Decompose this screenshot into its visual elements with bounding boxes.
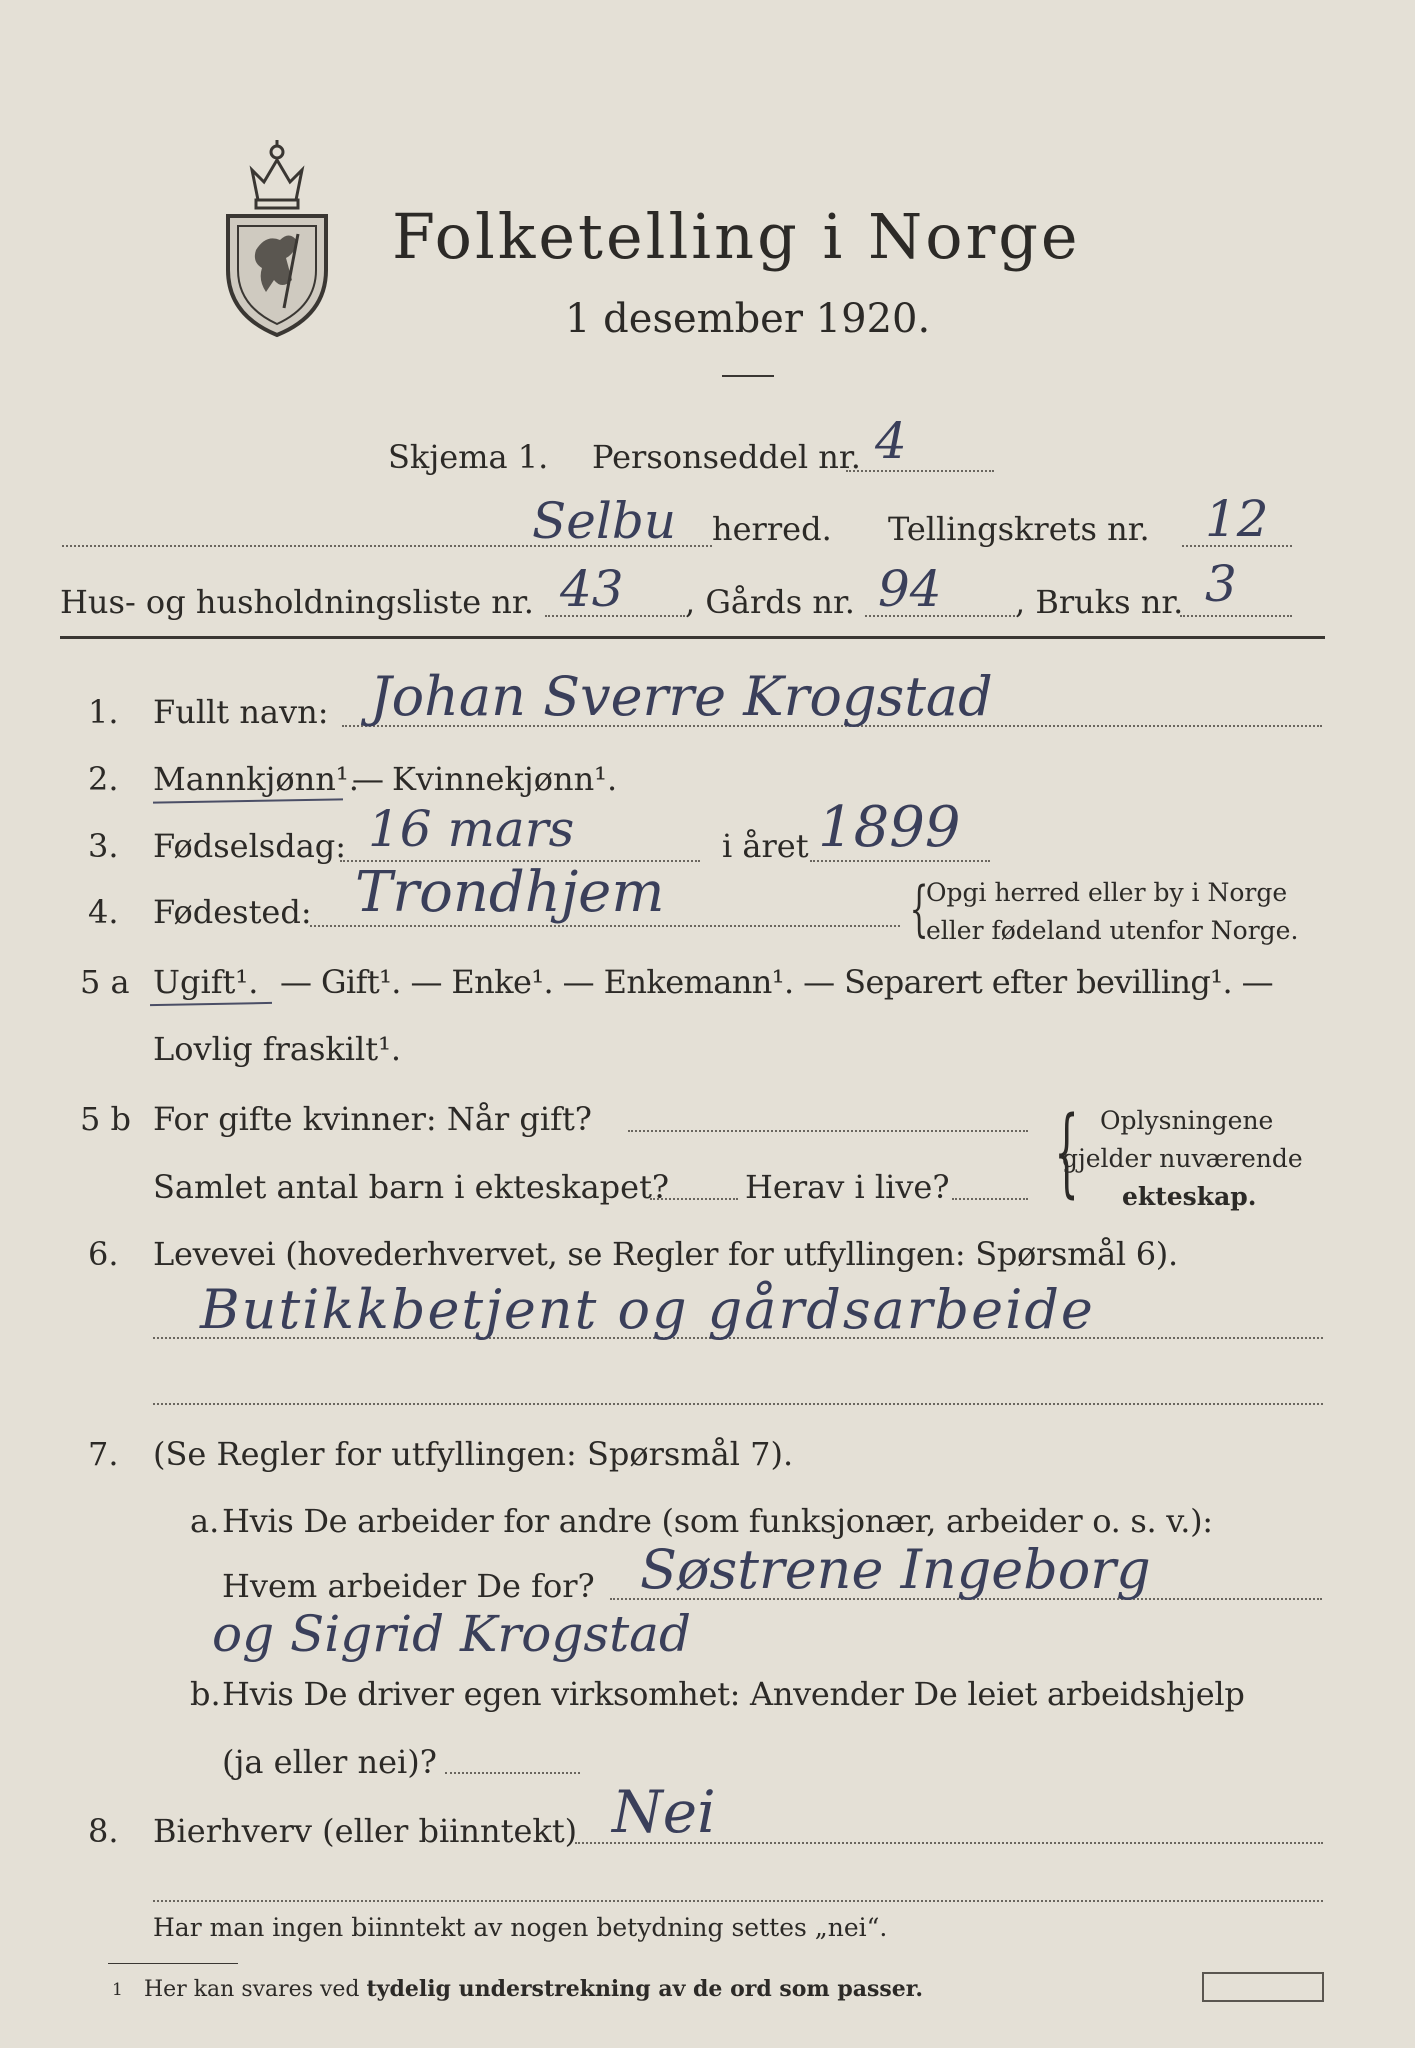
q4-value: Trondhjem <box>355 860 665 925</box>
q3-year-line <box>810 860 990 862</box>
q8-number: 8. <box>88 1812 119 1850</box>
form-title: Folketelling i Norge <box>392 200 1081 273</box>
hus-value: 43 <box>560 560 624 618</box>
q7a-value-1: Søstrene Ingeborg <box>640 1538 1151 1601</box>
q4-note-1: Opgi herred eller by i Norge <box>926 878 1288 907</box>
q5b-alive-line <box>952 1198 1028 1200</box>
q4-note-2: eller fødeland utenfor Norge. <box>926 916 1299 945</box>
q6-value: Butikkbetjent og gårdsarbeide <box>200 1278 1095 1341</box>
section-divider <box>60 636 1325 639</box>
q8-label: Bierhverv (eller biinntekt) <box>153 1812 578 1850</box>
printer-stamp <box>1202 1972 1324 2002</box>
q3-label: Fødselsdag: <box>153 827 347 865</box>
q2-male-option: Mannkjønn¹. <box>153 760 359 798</box>
biinntekt-note: Har man ingen biinntekt av nogen betydning settes „nei“. <box>153 1913 888 1942</box>
bruks-line <box>1180 615 1292 617</box>
q2-female-option: Kvinnekjønn¹. <box>392 760 618 798</box>
q5b-number: 5 b <box>80 1100 132 1138</box>
q3-year-value: 1899 <box>818 795 961 860</box>
q5b-brace: { <box>1054 1096 1079 1208</box>
title-divider <box>722 375 774 377</box>
q7a-value-2: og Sigrid Krogstad <box>212 1605 691 1663</box>
q2-separator: — <box>352 760 384 798</box>
q8-line-2 <box>153 1900 1323 1902</box>
q5b-note-3: ekteskap. <box>1122 1182 1257 1211</box>
q7b-letter: b. <box>190 1675 221 1713</box>
q7b-label2: (ja eller nei)? <box>222 1743 437 1781</box>
q3-value: 16 mars <box>368 800 575 858</box>
q5b-note-2: gjelder nuværende <box>1062 1144 1303 1173</box>
q4-brace: { <box>909 874 929 944</box>
q3-number: 3. <box>88 827 119 865</box>
q1-number: 1. <box>88 693 119 731</box>
q2-male-underline <box>153 798 343 803</box>
q5b-label-children: Samlet antal barn i ekteskapet? <box>153 1168 670 1206</box>
q4-line <box>310 925 900 927</box>
q5a-ugift-underline <box>150 1002 272 1006</box>
q7b-line <box>445 1772 580 1774</box>
bruks-label: , Bruks nr. <box>1015 583 1184 621</box>
q4-label: Fødested: <box>153 893 312 931</box>
q5b-label-married: For gifte kvinner: Når gift? <box>153 1100 592 1138</box>
personseddel-value: 4 <box>875 412 907 470</box>
q6-line-2 <box>153 1403 1323 1405</box>
q5b-label-alive: Herav i live? <box>745 1168 950 1206</box>
q5a-number: 5 a <box>80 963 130 1001</box>
footnote-text-plain: Her kan svares ved <box>144 1977 360 2002</box>
q5a-line2: Lovlig fraskilt¹. <box>153 1030 402 1068</box>
q7a-letter: a. <box>190 1502 220 1540</box>
q6-number: 6. <box>88 1235 119 1273</box>
q1-label: Fullt navn: <box>153 693 329 731</box>
q7-label: (Se Regler for utfyllingen: Spørsmål 7). <box>153 1435 794 1473</box>
bruks-value: 3 <box>1205 555 1237 613</box>
q4-number: 4. <box>88 893 119 931</box>
hus-label: Hus- og husholdningsliste nr. <box>60 583 534 621</box>
herred-label: herred. <box>712 510 832 548</box>
tellingskrets-value: 12 <box>1205 490 1269 548</box>
personseddel-line <box>846 470 994 472</box>
q2-number: 2. <box>88 760 119 798</box>
q5b-children-line <box>650 1198 738 1200</box>
q3-year-label: i året <box>722 827 809 865</box>
coat-of-arms-icon <box>218 130 336 340</box>
tellingskrets-label: Tellingskrets nr. <box>888 510 1150 548</box>
q5b-married-line <box>628 1130 1028 1132</box>
footnote-mark: 1 <box>112 1980 123 2000</box>
q5a-other-options: — Gift¹. — Enke¹. — Enkemann¹. — Separert efter bevilling¹. — <box>280 963 1274 1001</box>
form-date: 1 desember 1920. <box>565 296 931 342</box>
q7a-label: Hvis De arbeider for andre (som funksjonær, arbeider o. s. v.): <box>222 1502 1213 1540</box>
q8-value: Nei <box>612 1778 716 1846</box>
footnote-text <box>144 1976 923 2002</box>
q7b-label: Hvis De driver egen virksomhet: Anvender De leiet arbeidshjelp <box>222 1675 1245 1713</box>
personseddel-label: Personseddel nr. <box>592 438 861 476</box>
q5b-note-1: Oplysningene <box>1100 1106 1274 1135</box>
gards-value: 94 <box>878 560 942 618</box>
herred-value: Selbu <box>532 492 677 550</box>
q6-label: Levevei (hovederhvervet, se Regler for utfyllingen: Spørsmål 6). <box>153 1235 1178 1273</box>
gards-label: , Gårds nr. <box>685 583 855 621</box>
q7-number: 7. <box>88 1435 119 1473</box>
q1-value: Johan Sverre Krogstad <box>370 665 993 728</box>
q5a-ugift-option: Ugift¹. <box>153 963 259 1001</box>
footnote-divider <box>108 1963 238 1964</box>
q7a-label2: Hvem arbeider De for? <box>222 1567 595 1605</box>
footnote-text-bold: tydelig understrekning av de ord som passer. <box>366 1976 924 2002</box>
schema-label: Skjema 1. <box>388 438 549 476</box>
